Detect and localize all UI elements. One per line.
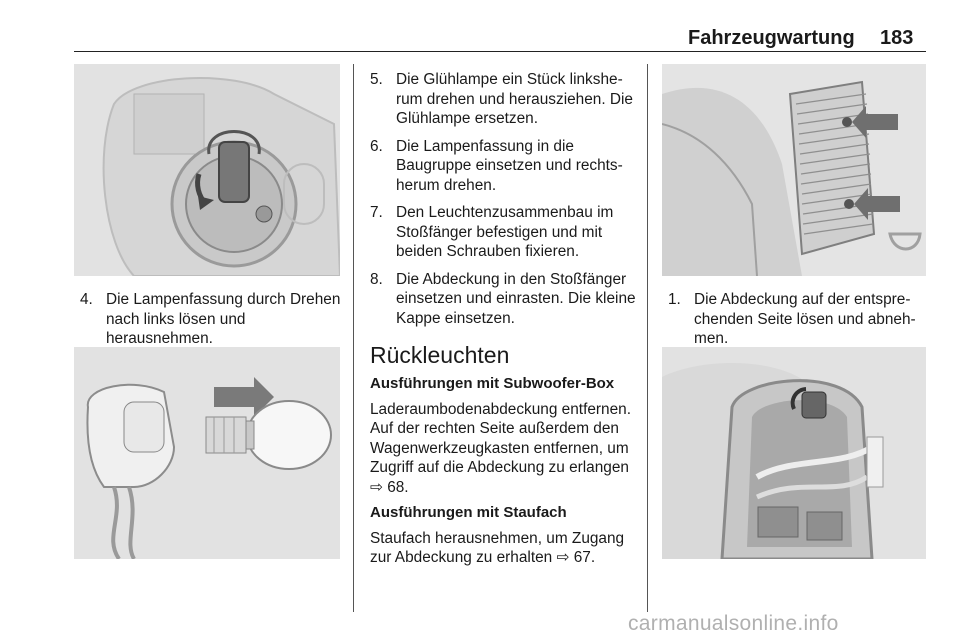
opening-socket-illustration xyxy=(662,347,926,559)
step-text: Den Leuchtenzusammenbau im Stoßfänger befestigen und mit beiden Schrauben fixieren. xyxy=(396,204,614,260)
page-header-title: Fahrzeugwartung xyxy=(688,27,855,49)
step-4 xyxy=(80,290,342,349)
step-8 xyxy=(370,270,638,329)
lamp-housing-illustration xyxy=(74,64,340,276)
reference-page-link[interactable]: 67. xyxy=(573,549,596,566)
step-1 xyxy=(668,290,928,349)
subsection-text-subwoofer xyxy=(370,400,638,498)
step-number: 1. xyxy=(668,291,681,308)
page-number: 183 xyxy=(880,27,914,49)
figure-socket-and-bulb xyxy=(74,347,340,559)
step-5 xyxy=(370,70,638,129)
step-6 xyxy=(370,137,638,196)
step-number: 6. xyxy=(370,137,383,155)
step-number: 4. xyxy=(80,291,93,308)
socket-bulb-illustration xyxy=(74,347,340,559)
reference-symbol: ⇨ xyxy=(556,549,570,566)
step-text: Die Abdeckung in den Stoßfänger einsetzen und einrasten. Die kleine Kappe einsetzen. xyxy=(396,270,636,327)
watermark: carmanualsonline.info xyxy=(628,612,839,635)
step-text: Die Glühlampe ein Stück linksherum drehen und herausziehen. Die Glühlampe ersetzen. xyxy=(396,71,633,127)
step-text: Die Abdeckung auf der entsprechenden Seite lösen und abnehmen. xyxy=(694,291,916,347)
column-divider-right xyxy=(647,64,648,612)
figure-lamp-housing xyxy=(74,64,340,276)
reference-page-link[interactable]: 68. xyxy=(387,478,409,496)
figure-cover-panel xyxy=(662,64,926,276)
subsection-title-staufach: Ausführungen mit Staufach xyxy=(370,504,567,521)
step-text: Die Lampenfassung durch Drehen nach links lösen und herausnehmen. xyxy=(106,291,341,347)
step-text: Die Lampenfassung in die Baugruppe einsetzen und rechtsherum drehen. xyxy=(396,137,623,194)
step-number: 7. xyxy=(370,204,383,221)
paragraph-text: Laderaumbodenabdeckung entfernen. Auf der rechten Seite außerdem den Wagenwerkzeugkasten entfernen, um Zugriff auf die Abdeckung zu erlangen xyxy=(370,400,631,476)
paragraph-text: Staufach herausnehmen, um Zugang zur Abdeckung zu erhalten xyxy=(370,529,625,566)
section-title: Rückleuchten xyxy=(370,342,510,368)
subsection-title-subwoofer: Ausführungen mit Subwoofer-Box xyxy=(370,375,615,392)
step-number: 5. xyxy=(370,71,383,88)
reference-symbol: ⇨ xyxy=(370,478,383,496)
subsection-text-staufach xyxy=(370,529,638,568)
figure-opening-socket xyxy=(662,347,926,559)
middle-column-text xyxy=(370,70,638,574)
step-7 xyxy=(370,203,638,262)
cover-panel-illustration xyxy=(662,64,926,276)
column-divider-left xyxy=(353,64,354,612)
step-number: 8. xyxy=(370,270,383,288)
header-rule xyxy=(74,51,926,52)
